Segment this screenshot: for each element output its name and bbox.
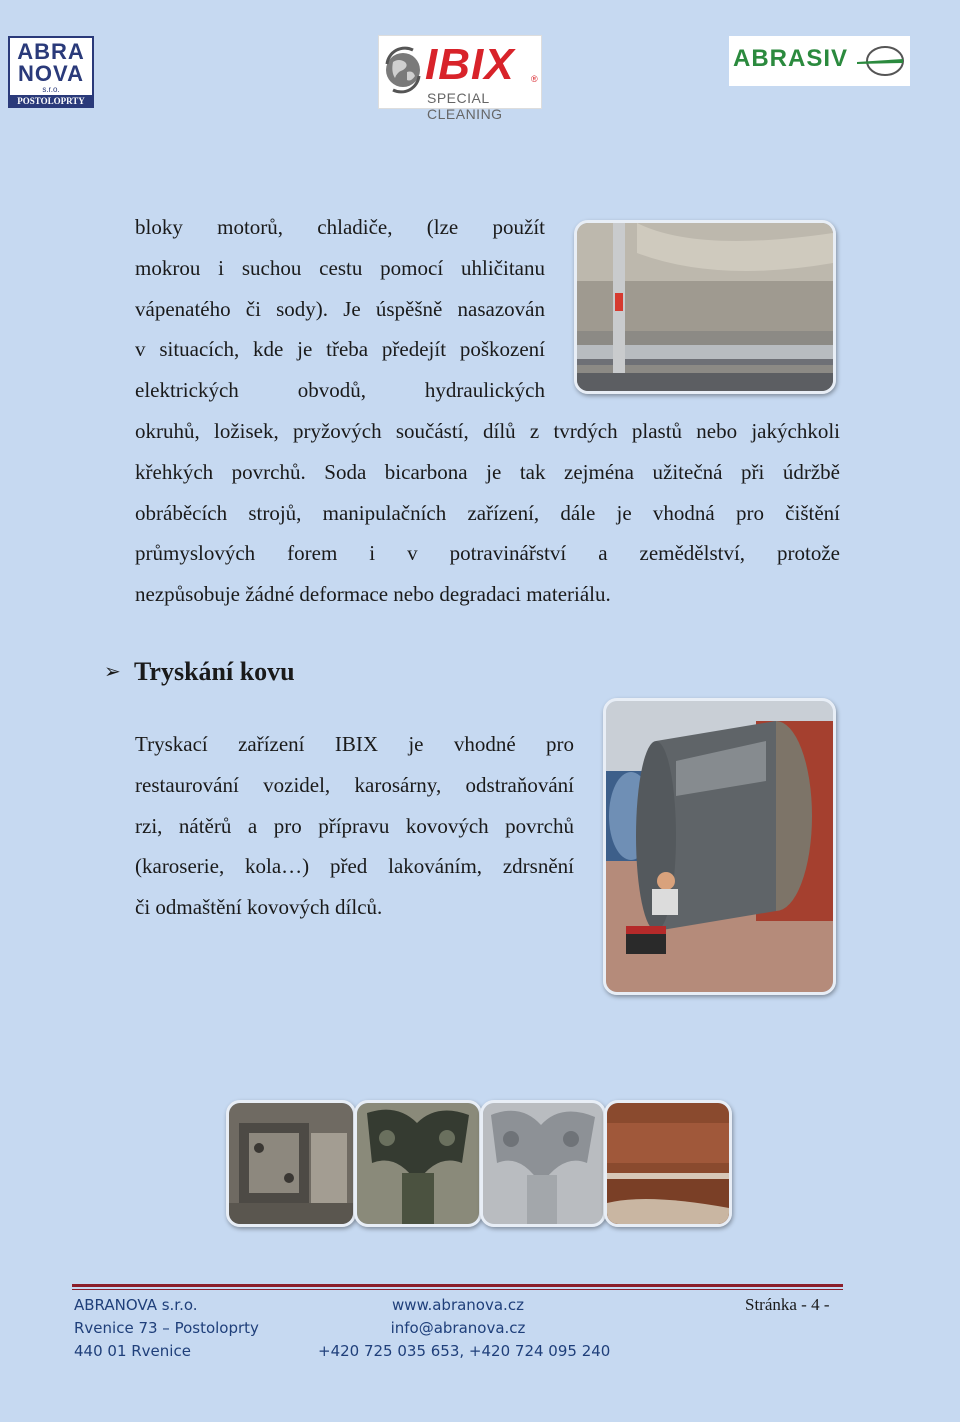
rusty-surface-photo	[604, 1100, 732, 1227]
section1-narrow-block	[135, 207, 545, 411]
corroded-ornament-photo	[354, 1100, 482, 1227]
section-heading	[104, 654, 295, 690]
footer-phones: +420 725 035 653, +420 724 095 240	[318, 1342, 611, 1360]
metal-cylinder-photo	[603, 698, 836, 995]
page-number: Stránka - 4 -	[745, 1295, 830, 1314]
globe-icon	[383, 44, 423, 96]
text-line: nezpůsobuje žádné deformace nebo degradaci materiálu.	[135, 582, 611, 607]
scaffolding-wall-photo	[574, 220, 836, 394]
text-line: v situacích, kde je třeba předejít poškození	[135, 337, 545, 362]
section2-block	[135, 724, 574, 928]
footer-rule-thin	[72, 1289, 843, 1290]
abranova-logo	[8, 36, 94, 108]
abrasiv-logo-word: ABRASIV	[733, 45, 849, 72]
ibix-logo-reg: ®	[531, 74, 538, 84]
section1-wide-block	[135, 411, 840, 615]
text-line: restaurování vozidel, karosárny, odstraňování	[135, 772, 574, 797]
rusty-metal-hinge-photo	[226, 1100, 356, 1227]
text-line: Tryskací zařízení IBIX je vhodné pro	[135, 732, 574, 756]
footer-company: ABRANOVA s.r.o.	[74, 1296, 198, 1314]
cleaned-ornament-photo	[480, 1100, 606, 1227]
abranova-logo-line1: ABRA	[17, 39, 85, 64]
text-line: vápenatého či sody). Je úspěšně nasazován	[135, 296, 545, 321]
abranova-logo-line4: POSTOLOPRTY	[10, 95, 92, 107]
text-line: obráběcích strojů, manipulačních zařízení, dále je vhodná pro čištění	[135, 500, 840, 525]
abrasiv-swoosh-icon	[855, 42, 907, 80]
text-line: okruhů, ložisek, pryžových součástí, dílů z tvrdých plastů nebo jakýchkoli	[135, 419, 840, 443]
text-line: rzi, nátěrů a pro přípravu kovových povrchů	[135, 813, 574, 838]
text-line: křehkých povrchů. Soda bicarbona je tak zejména užitečná při údržbě	[135, 459, 840, 484]
abranova-logo-line2: NOVA	[18, 61, 84, 86]
abranova-logo-line3: s.r.o.	[42, 85, 60, 94]
abrasiv-logo	[729, 36, 910, 86]
text-line: bloky motorů, chladiče, (lze použít	[135, 215, 545, 239]
footer-contact-block	[318, 1294, 611, 1363]
text-line: elektrických obvodů, hydraulických	[135, 378, 545, 403]
footer-email-link[interactable]: info@abranova.cz	[390, 1319, 526, 1337]
text-line: mokrou i suchou cestu pomocí uhličitanu	[135, 255, 545, 280]
ibix-logo-word: IBIX	[425, 40, 515, 89]
text-line: průmyslových forem i v potravinářství a zemědělství, protože	[135, 541, 840, 566]
ibix-logo-subtitle: SPECIAL CLEANING	[427, 90, 503, 122]
footer-address1: Rvenice 73 – Postoloprty	[74, 1319, 259, 1337]
text-line: (karoserie, kola…) před lakováním, zdrsnění	[135, 854, 574, 879]
heading-text: Tryskání kovu	[134, 657, 295, 686]
footer-company-block	[74, 1294, 259, 1363]
footer-rule	[72, 1284, 843, 1287]
text-line: či odmaštění kovových dílců.	[135, 895, 383, 920]
footer-web-link[interactable]: www.abranova.cz	[392, 1296, 524, 1314]
footer-address2: 440 01 Rvenice	[74, 1342, 191, 1360]
ibix-logo	[378, 35, 542, 122]
arrow-bullet-icon: ➢	[104, 661, 121, 683]
